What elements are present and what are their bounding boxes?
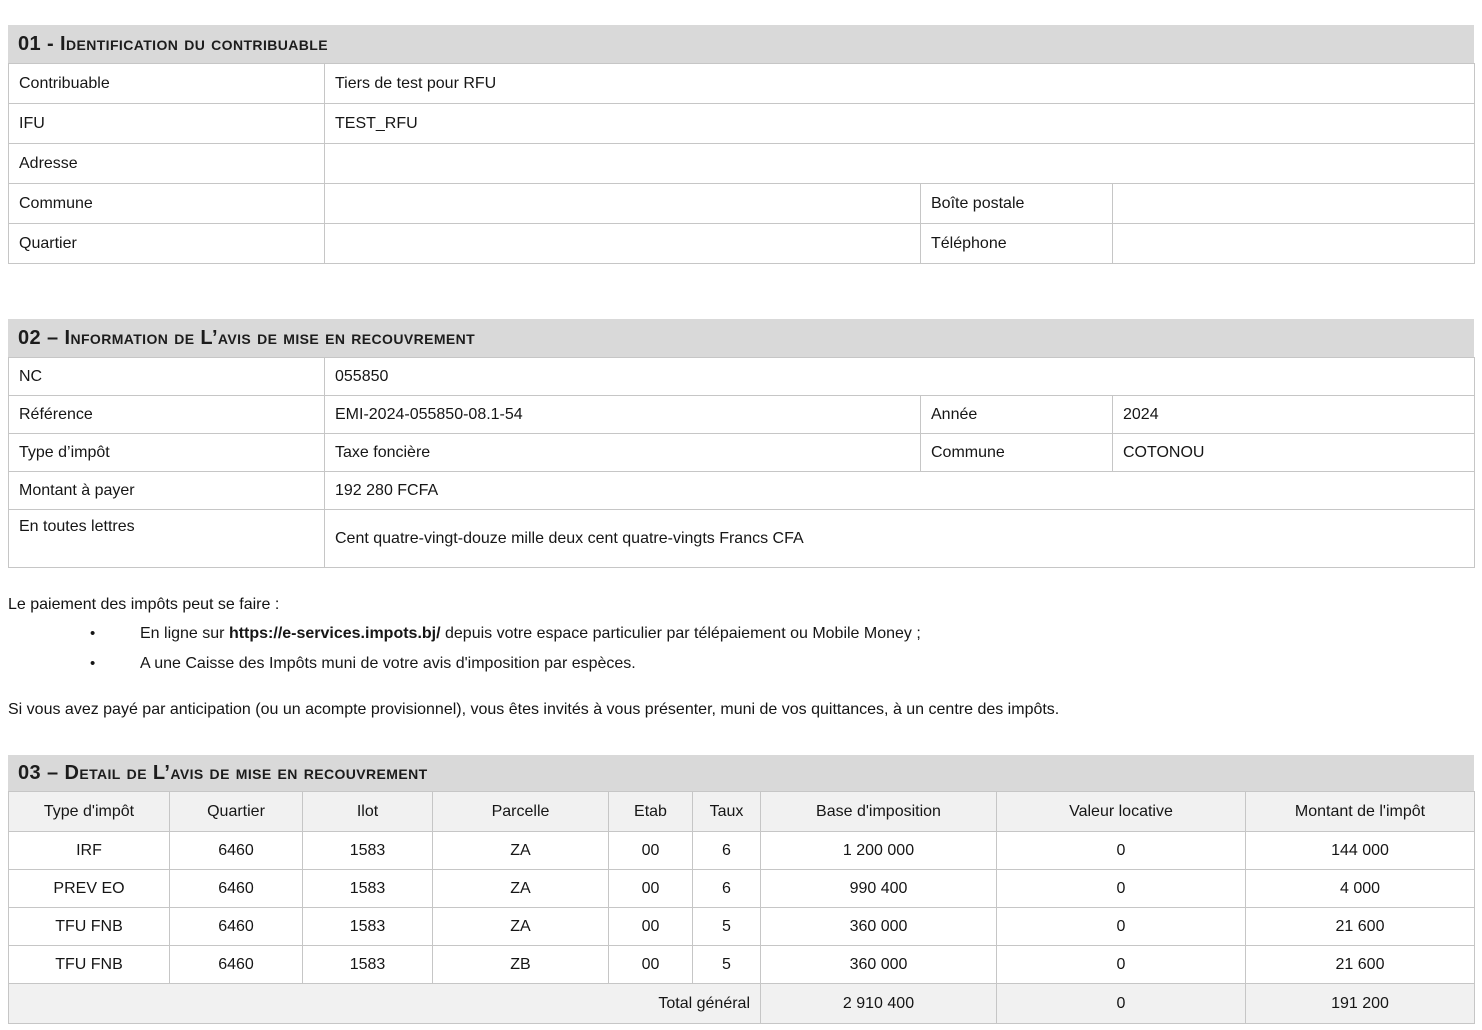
cell: 21 600: [1246, 946, 1475, 984]
table-row: [9, 358, 1475, 396]
table-row: [9, 510, 1475, 568]
cell: 144 000: [1246, 832, 1475, 870]
cell: 0: [997, 908, 1246, 946]
cell: 1583: [303, 946, 433, 984]
cell: 5: [693, 946, 761, 984]
adresse-value: [325, 144, 1475, 184]
col-ilot: Ilot: [303, 792, 433, 832]
type-impot-label: Type d’impôt: [9, 434, 325, 472]
table-row: [9, 908, 1475, 946]
col-valeur-locative: Valeur locative: [997, 792, 1246, 832]
cell: 990 400: [761, 870, 997, 908]
quartier-value: [325, 224, 921, 264]
col-etab: Etab: [609, 792, 693, 832]
total-general-label: Total général: [9, 984, 761, 1024]
cash-payment-text: A une Caisse des Impôts muni de votre avis d'imposition par espèces.: [140, 655, 636, 672]
cell: PREV EO: [9, 870, 170, 908]
cell: TFU FNB: [9, 908, 170, 946]
online-payment-text: [140, 624, 921, 644]
col-taux: Taux: [693, 792, 761, 832]
col-montant-impot: Montant de l'impôt: [1246, 792, 1475, 832]
cell: 1583: [303, 870, 433, 908]
montant-value: 192 280 FCFA: [325, 472, 1475, 510]
col-quartier: Quartier: [170, 792, 303, 832]
cell: 00: [609, 908, 693, 946]
cell: 6460: [170, 946, 303, 984]
total-row: [9, 984, 1475, 1024]
cell: IRF: [9, 832, 170, 870]
cell: 21 600: [1246, 908, 1475, 946]
section-02-title: 02 – Information de L’avis de mise en recouvrement: [8, 319, 1474, 357]
table-row: [9, 396, 1475, 434]
payment-intro: Le paiement des impôts peut se faire :: [8, 596, 280, 613]
reference-value: EMI-2024-055850-08.1-54: [325, 396, 921, 434]
contribuable-value: Tiers de test pour RFU: [325, 64, 1475, 104]
anticipation-note: Si vous avez payé par anticipation (ou un acompte provisionnel), vous êtes invités à vous présenter, muni de vos quittances, à un centre des impôts.: [8, 701, 1060, 718]
cell: 6460: [170, 870, 303, 908]
payment-methods-list: [8, 624, 1474, 674]
section-03-title: 03 – Detail de L’avis de mise en recouvrement: [8, 755, 1474, 791]
cell: 5: [693, 908, 761, 946]
table-row: [9, 832, 1475, 870]
recouvrement-info-table: [8, 357, 1475, 568]
e-services-url: https://e-services.impots.bj/: [228, 625, 441, 642]
table-row: [9, 64, 1475, 104]
annee-value: 2024: [1113, 396, 1475, 434]
cell: 0: [997, 946, 1246, 984]
cell: 1583: [303, 908, 433, 946]
cell: 00: [609, 870, 693, 908]
commune-02-value: COTONOU: [1113, 434, 1475, 472]
lettres-label: En toutes lettres: [9, 510, 325, 568]
table-header-row: [9, 792, 1475, 832]
table-row: [9, 144, 1475, 184]
col-type-impot: Type d'impôt: [9, 792, 170, 832]
total-valeur-locative: 0: [997, 984, 1246, 1024]
telephone-value: [1113, 224, 1475, 264]
boite-postale-value: [1113, 184, 1475, 224]
cell: 6460: [170, 908, 303, 946]
commune-02-label: Commune: [921, 434, 1113, 472]
bullet-icon: •: [90, 625, 96, 642]
boite-postale-label: Boîte postale: [921, 184, 1113, 224]
contribuable-label: Contribuable: [9, 64, 325, 104]
table-row: [9, 224, 1475, 264]
list-item: [8, 624, 1474, 644]
cell: 0: [997, 832, 1246, 870]
commune-label: Commune: [9, 184, 325, 224]
type-impot-value: Taxe foncière: [325, 434, 921, 472]
cell: 360 000: [761, 946, 997, 984]
bullet-icon: •: [90, 655, 96, 672]
table-row: [9, 472, 1475, 510]
nc-value: 055850: [325, 358, 1475, 396]
list-item: [8, 654, 1474, 674]
nc-label: NC: [9, 358, 325, 396]
cell: TFU FNB: [9, 946, 170, 984]
section-01-title: 01 - Identification du contribuable: [8, 25, 1474, 63]
cell: ZA: [433, 832, 609, 870]
ifu-label: IFU: [9, 104, 325, 144]
cell: 6: [693, 832, 761, 870]
cell: ZA: [433, 908, 609, 946]
annee-label: Année: [921, 396, 1113, 434]
cell: ZB: [433, 946, 609, 984]
col-base-imposition: Base d'imposition: [761, 792, 997, 832]
cell: 6: [693, 870, 761, 908]
cell: 00: [609, 946, 693, 984]
table-row: [9, 946, 1475, 984]
table-row: [9, 434, 1475, 472]
cell: 0: [997, 870, 1246, 908]
cell: 4 000: [1246, 870, 1475, 908]
quartier-label: Quartier: [9, 224, 325, 264]
total-montant-impot: 191 200: [1246, 984, 1475, 1024]
recouvrement-detail-table: [8, 791, 1475, 1024]
bullet1-prefix: En ligne sur: [140, 625, 229, 642]
table-row: [9, 870, 1475, 908]
reference-label: Référence: [9, 396, 325, 434]
cell: 00: [609, 832, 693, 870]
cell: 360 000: [761, 908, 997, 946]
cell: 1583: [303, 832, 433, 870]
lettres-value: Cent quatre-vingt-douze mille deux cent quatre-vingts Francs CFA: [325, 510, 1475, 568]
ifu-value: TEST_RFU: [325, 104, 1475, 144]
identification-table: [8, 63, 1475, 264]
commune-value: [325, 184, 921, 224]
cell: 1 200 000: [761, 832, 997, 870]
col-parcelle: Parcelle: [433, 792, 609, 832]
cell: 6460: [170, 832, 303, 870]
cell: ZA: [433, 870, 609, 908]
montant-label: Montant à payer: [9, 472, 325, 510]
table-row: [9, 104, 1475, 144]
telephone-label: Téléphone: [921, 224, 1113, 264]
total-base-imposition: 2 910 400: [761, 984, 997, 1024]
bullet1-suffix: depuis votre espace particulier par télépaiement ou Mobile Money ;: [440, 625, 921, 642]
adresse-label: Adresse: [9, 144, 325, 184]
table-row: [9, 184, 1475, 224]
